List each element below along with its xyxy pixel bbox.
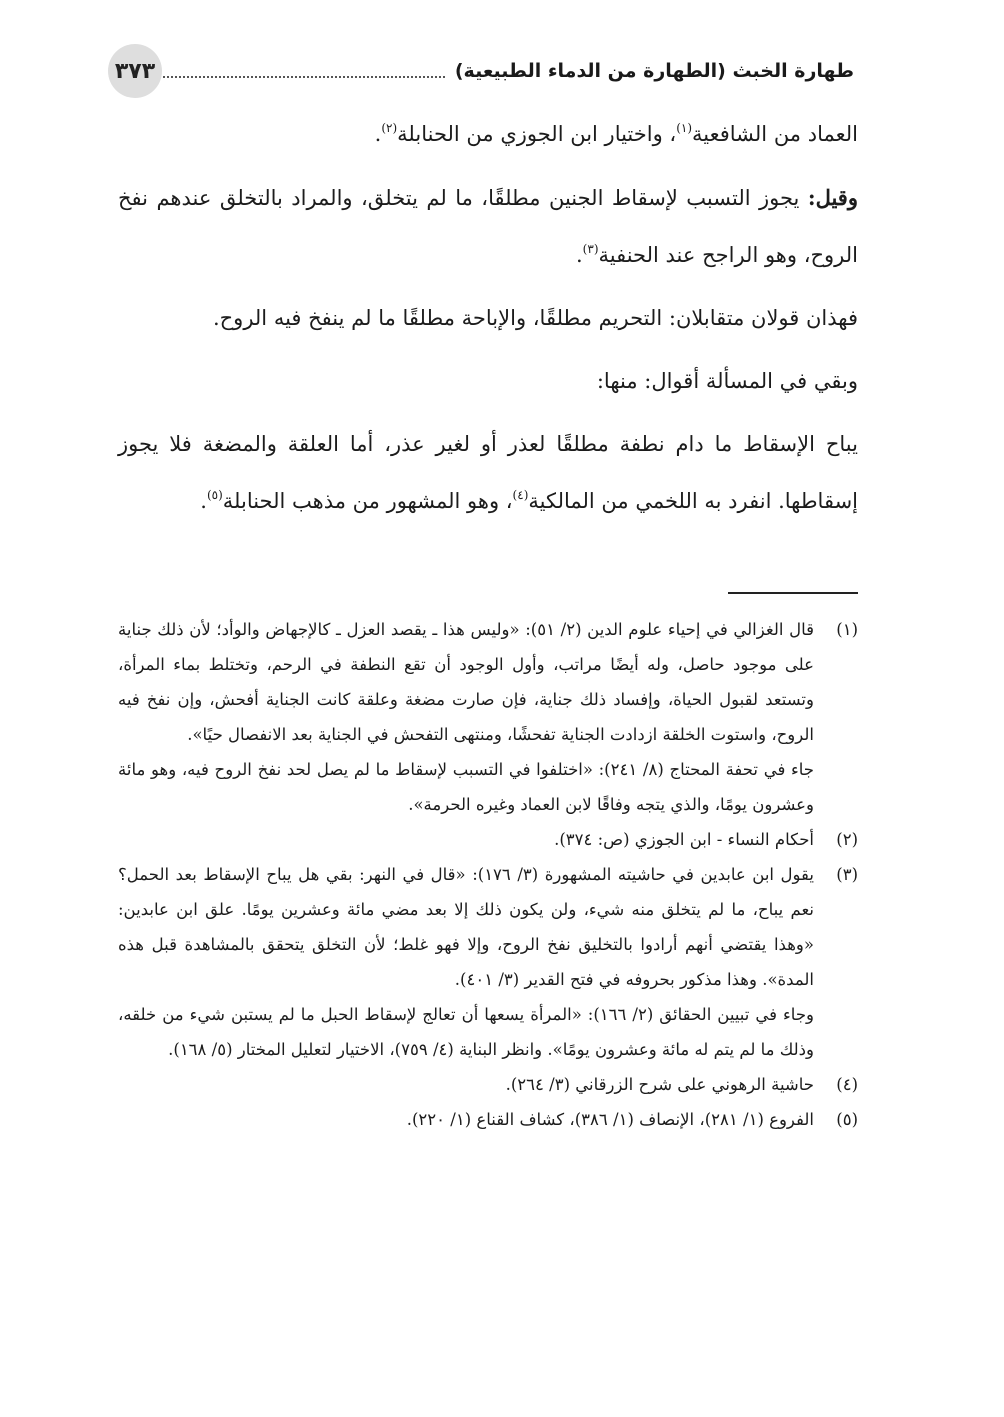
- header-leader-dots: [122, 76, 445, 78]
- footnote-1: [118, 612, 858, 822]
- header-title: طهارة الخبث (الطهارة من الدماء الطبيعية): [454, 60, 854, 82]
- footnote-number: (١): [836, 620, 858, 639]
- footnote-text: الفروع (١/ ٢٨١)، الإنصاف (١/ ٣٨٦)، كشاف القناع (١/ ٢٢٠).: [406, 1110, 814, 1129]
- running-header: [108, 46, 854, 96]
- footnote-number: (٤): [836, 1075, 858, 1094]
- footnote-text: وجاء في تبيين الحقائق (٢/ ١٦٦): «المرأة يسعها أن تعالج لإسقاط الحبل ما لم يستبن شيء من خلقه، وذلك ما لم يتم له مائة وعشرون يومًا». وانظر البناية (٤/ ٧٥٩)، الاختيار لتعليل المختار (٥/ ١٦٨).: [118, 1005, 814, 1059]
- main-text: [118, 106, 858, 536]
- footnote-4: [118, 1067, 858, 1102]
- paragraph-4: وبقي في المسألة أقوال: منها:: [596, 369, 858, 393]
- footnote-text: جاء في تحفة المحتاج (٨/ ٢٤١): «اختلفوا في التسبب لإسقاط ما لم يصل لحد نفخ الروح فيه، وهو مائة وعشرون يومًا، والذي يتجه وفاقًا لابن العماد وغيره الحرمة».: [118, 760, 815, 814]
- footnote-text: يقول ابن عابدين في حاشيته المشهورة (٣/ ١٧٦): «قال في النهر: بقي هل يباح الإسقاط بعد الحمل؟ نعم يباح، ما لم يتخلق منه شيء، ولن يكون ذلك إلا بعد مضي مائة وعشرين يومًا. علق ابن عابدين: «وهذا يقتضي أنهم أرادوا بالتخليق نفخ الروح، وإلا فهو غلط؛ لأن التخلق يتحقق بالمشاهدة قبل هذه المدة». وهذا مذكور بحروفه في فتح القدير (٣/ ٤٠١).: [118, 865, 814, 989]
- footnote-3: [118, 857, 858, 1067]
- paragraph-1: العماد من الشافعية$^{(١)}$، واختيار ابن الجوزي من الحنابلة$^{(٢)}$.: [374, 121, 858, 146]
- footnote-ref-3[interactable]: (٣): [582, 242, 599, 256]
- paragraph-3: فهذان قولان متقابلان: التحريم مطلقًا، والإباحة مطلقًا ما لم ينفخ فيه الروح.: [212, 306, 858, 330]
- footnote-text: أحكام النساء - ابن الجوزي (ص: ٣٧٤).: [554, 830, 814, 849]
- footnote-number: (٣): [836, 865, 858, 884]
- paragraph-5: يباح الإسقاط ما دام نطفة مطلقًا لعذر أو لغير عذر، أما العلقة والمضغة فلا يجوز إسقاطها. انفرد به اللخمي من المالكية$^{(٤)}$، وهو المشهور من مذهب الحنابلة$^{(٥)}$.: [118, 432, 858, 513]
- footnote-ref-5[interactable]: (٥): [206, 488, 223, 502]
- footnote-number: (٢): [836, 830, 858, 849]
- footnote-separator: [728, 592, 858, 594]
- footnote-text: قال الغزالي في إحياء علوم الدين (٢/ ٥١): «وليس هذا ـ يقصد العزل ـ كالإجهاض والوأد؛ لأن ذلك جناية على موجود حاصل، وله أيضًا مراتب، وأول الوجود أن تقع النطفة في الرحم، وتختلط بماء المرأة، وتستعد لقبول الحياة، وإفساد ذلك جناية، فإن صارت مضغة وعلقة كانت الجناية أفحش، وإن نفخ فيه الروح، واستوت الخلقة ازدادت الجناية تفحشًا، ومنتهى التفحش في الجناية بعد الانفصال حيًا».: [118, 620, 814, 744]
- footnote-number: (٥): [836, 1110, 858, 1129]
- footnote-2: [118, 822, 858, 857]
- page-number: ٣٧٣: [108, 44, 162, 98]
- footnote-text: حاشية الرهوني على شرح الزرقاني (٣/ ٢٦٤).: [505, 1075, 814, 1094]
- footnote-ref-1[interactable]: (١): [676, 121, 693, 135]
- footnote-ref-4[interactable]: (٤): [512, 488, 529, 502]
- paragraph-2: وقيل: يجوز التسبب لإسقاط الجنين مطلقًا، ما لم يتخلق، والمراد بالتخلق عندهم نفخ الروح، وهو الراجح عند الحنفية$^{(٣)}$.: [118, 185, 858, 267]
- footnote-ref-2[interactable]: (٢): [381, 121, 398, 135]
- paragraph-lead: وقيل:: [807, 185, 858, 210]
- footnote-5: [118, 1102, 858, 1137]
- footnotes: [118, 612, 858, 1137]
